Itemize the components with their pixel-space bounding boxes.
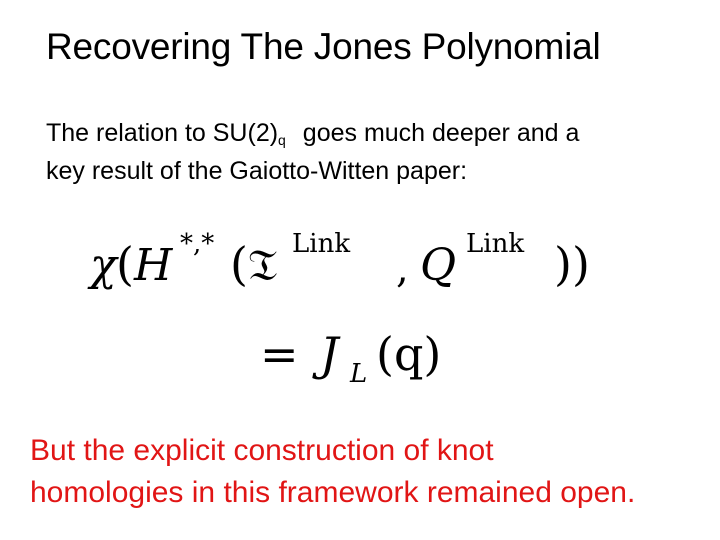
slide-title: Recovering The Jones Polynomial bbox=[46, 26, 601, 67]
formula-close-parens: )) bbox=[554, 237, 590, 291]
formula-open-paren: ( bbox=[116, 237, 134, 291]
formula-H: H bbox=[134, 240, 173, 291]
formula-frak-T: 𝔗 bbox=[248, 240, 278, 291]
jones-formula bbox=[80, 206, 640, 406]
conclusion-line-1: But the explicit construction of knot bbox=[30, 434, 494, 467]
formula-svg bbox=[80, 206, 640, 406]
formula-comma: , bbox=[396, 246, 409, 292]
conclusion-text bbox=[30, 430, 720, 514]
body-paragraph bbox=[46, 114, 686, 190]
formula-inner-open-paren: ( bbox=[230, 237, 248, 291]
formula-J: J bbox=[320, 327, 339, 381]
formula-H-superscript: *,* bbox=[180, 229, 215, 259]
formula-equals: = bbox=[260, 327, 299, 381]
body-line-1 bbox=[46, 114, 686, 152]
formula-chi: χ bbox=[90, 240, 117, 291]
body-line-2: key result of the Gaiotto-Witten paper: bbox=[46, 157, 468, 185]
formula-Q-superscript: Link bbox=[466, 229, 525, 259]
formula-J-subscript: L bbox=[350, 359, 368, 389]
formula-frak-superscript: Link bbox=[292, 229, 351, 259]
body-line-1-end: goes much deeper and a bbox=[302, 119, 580, 147]
body-line-1-start: The relation to SU(2) bbox=[46, 119, 279, 147]
formula-Q: Q bbox=[420, 240, 457, 291]
formula-q-argument: (q) bbox=[376, 327, 442, 381]
conclusion-line-2: homologies in this framework remained open. bbox=[30, 476, 636, 509]
su2-subscript: q bbox=[278, 132, 286, 148]
